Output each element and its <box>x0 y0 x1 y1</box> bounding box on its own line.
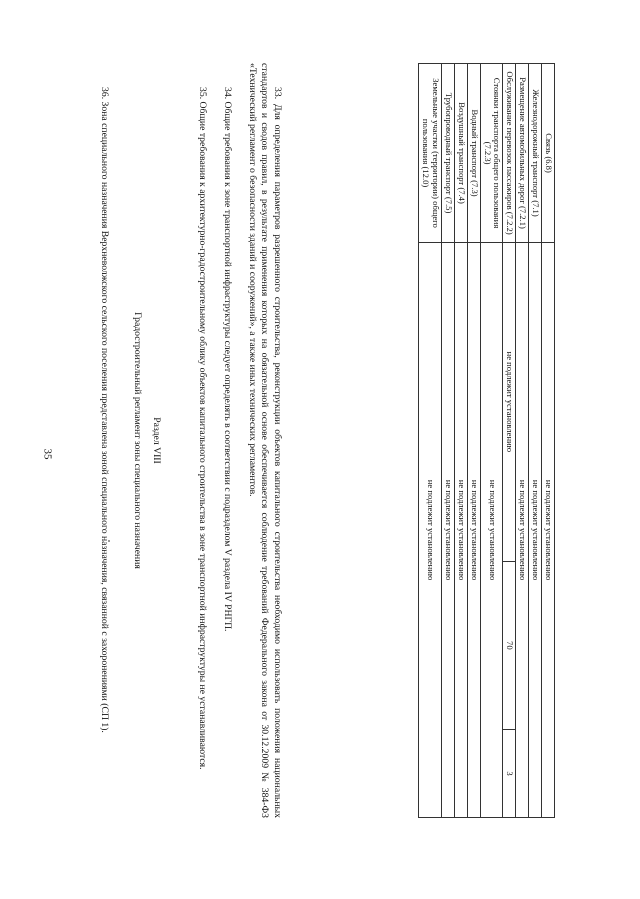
table-cell: Земельные участки (территории) общего пользования (12.0) <box>419 64 442 243</box>
table-cell: Связь (6.8) <box>542 64 555 243</box>
page-number: 35 <box>41 448 54 460</box>
table-row <box>503 64 516 818</box>
table-cell: Трубопроводный транспорт (7.5) <box>442 64 455 243</box>
table-cell: не подлежит установлению <box>442 243 455 818</box>
table-row <box>480 64 503 818</box>
paragraph-34: 34. Общие требования к зоне транспортной инфраструктуры следует определять в соответствии с подразделом V раздела IV РНГП. <box>222 87 233 632</box>
paragraph-33: 33. Для определения параметров разрешенного строительства, реконструкции объектов капитального строительства необходимо использовать положения национальных стандартов и сводов правил, в результате применения которых на обязательной основе обеспечивается соблюдение требований Федерального закона от 30.12.2009 № 384-ФЗ «Технический регламент о безопасности зданий и сооружений», а также иных технических регламентов. <box>246 63 283 818</box>
table-cell: Воздушный транспорт (7.4) <box>455 64 468 243</box>
table-cell: Размещение автомобильных дорог (7.2.1) <box>516 64 529 243</box>
paragraph-35: 35. Общие требования к архитектурно-градостроительному облику объектов капитального строительства в зоне транспортной инфраструктуры не устанавливаются. <box>197 87 208 770</box>
table-row <box>529 64 542 818</box>
section-label: Раздел VIII <box>151 417 162 464</box>
table-cell: не подлежит установлению <box>503 243 516 562</box>
table-cell: Железнодорожный транспорт (7.1) <box>529 64 542 243</box>
regulation-table <box>418 63 555 818</box>
table-row <box>455 64 468 818</box>
table-row <box>467 64 480 818</box>
table-cell: не подлежит установлению <box>455 243 468 818</box>
table-cell: не подлежит установлению <box>542 243 555 818</box>
table-cell: Водный транспорт (7.3) <box>467 64 480 243</box>
section-title: Градостроительный регламент зоны специального назначения <box>132 312 143 569</box>
table-row <box>516 64 529 818</box>
table-cell: не подлежит установлению <box>480 243 503 818</box>
table-cell: 70 <box>503 561 516 729</box>
table-row <box>542 64 555 818</box>
table-cell: не подлежит установлению <box>419 243 442 818</box>
table-cell: не подлежит установлению <box>467 243 480 818</box>
table-cell: не подлежит установлению <box>516 243 529 818</box>
table-cell: Стоянки транспорта общего пользования (7.2.3) <box>480 64 503 243</box>
table-cell: Обслуживание перевозок пассажиров (7.2.2) <box>503 64 516 243</box>
paragraph-36: 36. Зона специального назначения Верхневолжского сельского поселения представлена зоной специального назначения, связанной с захоронениями (СП 1). <box>99 87 110 733</box>
table-row <box>419 64 442 818</box>
table-cell: не подлежит установлению <box>529 243 542 818</box>
table-row <box>442 64 455 818</box>
table-cell: 3 <box>503 730 516 818</box>
rotated-content <box>80 63 555 853</box>
